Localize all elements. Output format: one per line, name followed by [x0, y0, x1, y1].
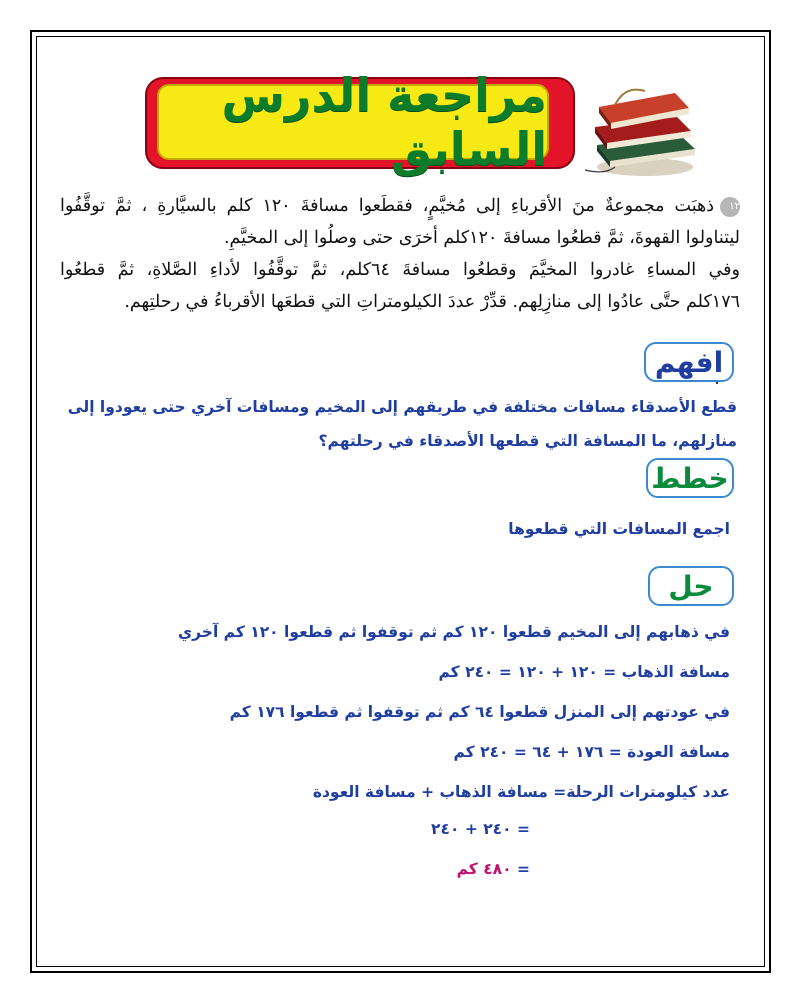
understand-text: قطع الأصدقاء مسافات مختلفة في طريقهم إلى المخيم ومسافات آخري حتى يعودوا إلى منازلهم، ما المسافة التي قطعها الأصدقاء في رحلتهم؟	[67, 398, 737, 450]
problem-statement	[60, 190, 740, 318]
problem-line-4: ١٧٦كلم حتَّى عادُوا إلى منازِلِهم. قدِّرْ عددَ الكيلومتراتِ التي قطعَها الأقرباءُ في رحلتِهم.	[124, 292, 740, 312]
solution-line-3: في عودتهم إلى المنزل قطعوا ٦٤ كم ثم توقفوا ثم قطعوا ١٧٦ كم	[229, 703, 730, 721]
understand-tab-label: افهم	[644, 342, 734, 382]
solution-line-4: مسافة العودة = ١٧٦ + ٦٤ = ٢٤٠ كم	[453, 743, 730, 761]
problem-line-2: ليتناولوا القهوةَ، ثمَّ قطعُوا مسافةَ ١٢٠كلم أخرَى حتى وصلُوا إلى المخيَّمِ.	[223, 228, 740, 248]
plan-text: اجمع المسافات التي قطعوها	[508, 520, 730, 538]
solution-line-2: مسافة الذهاب = ١٢٠ + ١٢٠ = ٢٤٠ كم	[438, 663, 730, 681]
banner-panel	[157, 68, 549, 176]
final-answer: ٤٨٠ كم	[456, 860, 512, 878]
banner-title: مراجعة الدرس السابق	[221, 68, 547, 176]
problem-line-3: وفي المساءِ غادروا المخيَّمَ وقطعُوا مسافةَ ٦٤كلم، ثمَّ توقَّفُوا لأداءِ الصَّلاةِ، ثمَّ قطعُوا	[60, 260, 740, 280]
question-number-badge: ١٢	[720, 197, 740, 217]
lesson-review-banner	[145, 68, 575, 176]
solution-line-1: في ذهابهم إلى المخيم قطعوا ١٢٠ كم ثم توقفوا ثم قطعوا ١٢٠ كم آخري	[177, 623, 730, 641]
solution-line-5: عدد كيلومترات الرحلة= مسافة الذهاب + مسافة العودة	[312, 783, 730, 801]
solution-line-6: = ٢٤٠ + ٢٤٠	[431, 820, 530, 838]
solution-final	[457, 852, 530, 886]
books-icon	[585, 75, 700, 180]
decorative-dot	[716, 382, 718, 384]
problem-line-1: ١٢ذهبَت مجموعةٌ منَ الأقرباءِ إلى مُخيَّمٍ، فقطَعوا مسافةَ ١٢٠ كلم بالسيَّارةِ ، ثمَّ توقَّفُوا	[60, 196, 740, 216]
final-prefix: =	[511, 860, 530, 878]
solve-tab-label: حل	[648, 566, 734, 606]
plan-tab-label: خطط	[646, 458, 734, 498]
